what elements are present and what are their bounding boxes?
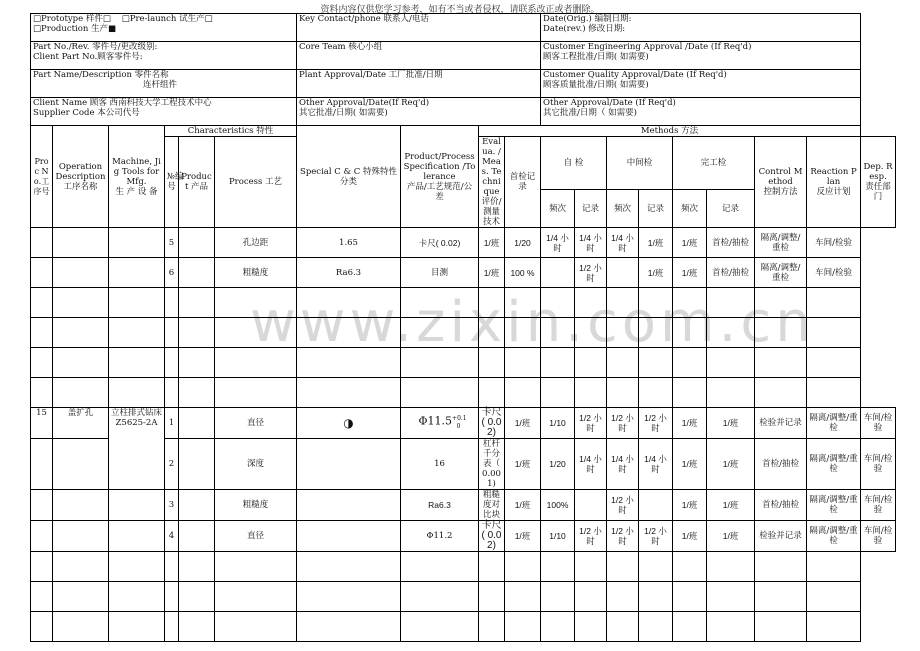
part-name: Part Name/Description 零件名称 连杆组件: [31, 70, 297, 98]
other-approval-1: Other Approval/Date(If Req'd) 其它批准/日期( 如需要): [297, 98, 541, 126]
col-process: Process 工艺: [215, 137, 297, 228]
production-stage: □Prototype 样件□ □Pre-launch 试生产□ □Production 生产■: [31, 14, 297, 42]
col-no: №编号: [165, 137, 179, 228]
empty-row: [31, 378, 896, 408]
col-final-freq: 频次: [673, 190, 707, 228]
col-self-record: 记录: [575, 190, 607, 228]
core-team: Core Team 核心小组: [297, 42, 541, 70]
col-reaction-plan: Reaction Plan 反应计划: [807, 137, 861, 228]
top-note: 资料内容仅供您学习参考，如有不当或者侵权，请联系改正或者删除。: [320, 5, 600, 15]
col-final-record: 记录: [707, 190, 755, 228]
col-special: Special C & C 特殊特性分类: [297, 126, 401, 228]
table-row: 15 盖扩孔 立柱排式钻床 Z5625-2A 1 直径 ◑ $\Phi 11.5^{+0.1}_0$ 卡尺( 0.02) 1/班 1/10 1/2 小时 1/2 小时 1/2 小时 1/班 1/班 检验并记录 隔离/调整/重检 车间/检验: [31, 408, 896, 439]
col-mid-record: 记录: [639, 190, 673, 228]
other-approval-2: Other Approval/Date (If Req'd) 其它批准/日期（ 如需要): [541, 98, 861, 126]
special-symbol: ◑: [297, 408, 401, 439]
col-middle-check: 中间检: [607, 137, 673, 190]
col-self-check: 自 检: [541, 137, 607, 190]
control-plan-table: [30, 13, 896, 642]
client-name: Client Name 顾客 西南科技大学工程技术中心 Supplier Code 本公司代号: [31, 98, 297, 126]
table-row: 2 深度 16 杠杆千分表（ 0.001) 1/班 1/20 1/4 小时 1/4 小时 1/4 小时 1/班 1/班 首检/抽检 隔离/调整/重检 车间/检验: [31, 439, 896, 490]
col-machine: Machine, Jig Tools for Mfg. 生 产 设 备: [109, 126, 165, 228]
col-final-check: 完工检: [673, 137, 755, 190]
empty-row: [31, 348, 896, 378]
col-evalua: Evalua. /Meas. Technique 评价/测量技术: [479, 137, 505, 228]
col-self-freq: 频次: [541, 190, 575, 228]
col-mid-freq: 频次: [607, 190, 639, 228]
key-contact: Key Contact/phone 联系人/电话: [297, 14, 541, 42]
table-row: 5 孔边距 1.65 卡尺( 0.02) 1/班 1/20 1/4 小时 1/4 小时 1/4 小时 1/班 1/班 首检/抽检 隔离/调整/重检 车间/检验: [31, 228, 896, 258]
empty-row: [31, 288, 896, 318]
watermark: www.zixin.com.cn: [250, 290, 815, 355]
col-product: Product 产品: [179, 137, 215, 228]
table-row: 4 直径 Φ11.2 卡尺( 0.02) 1/班 1/10 1/2 小时 1/2 小时 1/2 小时 1/班 1/班 检验并记录 隔离/调整/重检 车间/检验: [31, 521, 896, 552]
empty-row: [31, 582, 896, 612]
col-characteristics: Characteristics 特性: [165, 126, 297, 137]
col-dep-resp: Dep. Resp. 责任部门: [861, 137, 896, 228]
dates: Date(Orig.) 编制日期: Date(rev.) 修改日期:: [541, 14, 861, 42]
table-row: 3 粗糙度 Ra6.3 粗糙度对比块 1/班 100% 1/2 小时 1/班 1/班 首检/抽检 隔离/调整/重检 车间/检验: [31, 490, 896, 521]
col-methods: Methods 方法: [479, 126, 861, 137]
customer-quality-approval: Customer Quality Approval/Date (If Req'd) 顾客质量批准/日期( 如需要): [541, 70, 861, 98]
part-number: Part No./Rev. 零件号/更改级别: Client Part No.顾客零件号:: [31, 42, 297, 70]
empty-row: [31, 552, 896, 582]
col-first-record: 首检记录: [505, 137, 541, 228]
col-proc-no: Proc No.工序号: [31, 126, 53, 228]
plant-approval: Plant Approval/Date 工厂批准/日期: [297, 70, 541, 98]
customer-engineering-approval: Customer Engineering Approval /Date (If Req'd) 顾客工程批准/日期( 如需要): [541, 42, 861, 70]
table-row: 6 粗糙度 Ra6.3 目测 1/班 100 % 1/2 小时 1/班 1/班 首检/抽检 隔离/调整/重检 车间/检验: [31, 258, 896, 288]
empty-row: [31, 318, 896, 348]
col-operation: Operation Description 工序名称: [53, 126, 109, 228]
empty-row: [31, 612, 896, 642]
col-control-method: Control Method 控制方法: [755, 137, 807, 228]
col-spec: Product/Process Specification /Tolerance 产品/工艺规范/公差: [401, 126, 479, 228]
